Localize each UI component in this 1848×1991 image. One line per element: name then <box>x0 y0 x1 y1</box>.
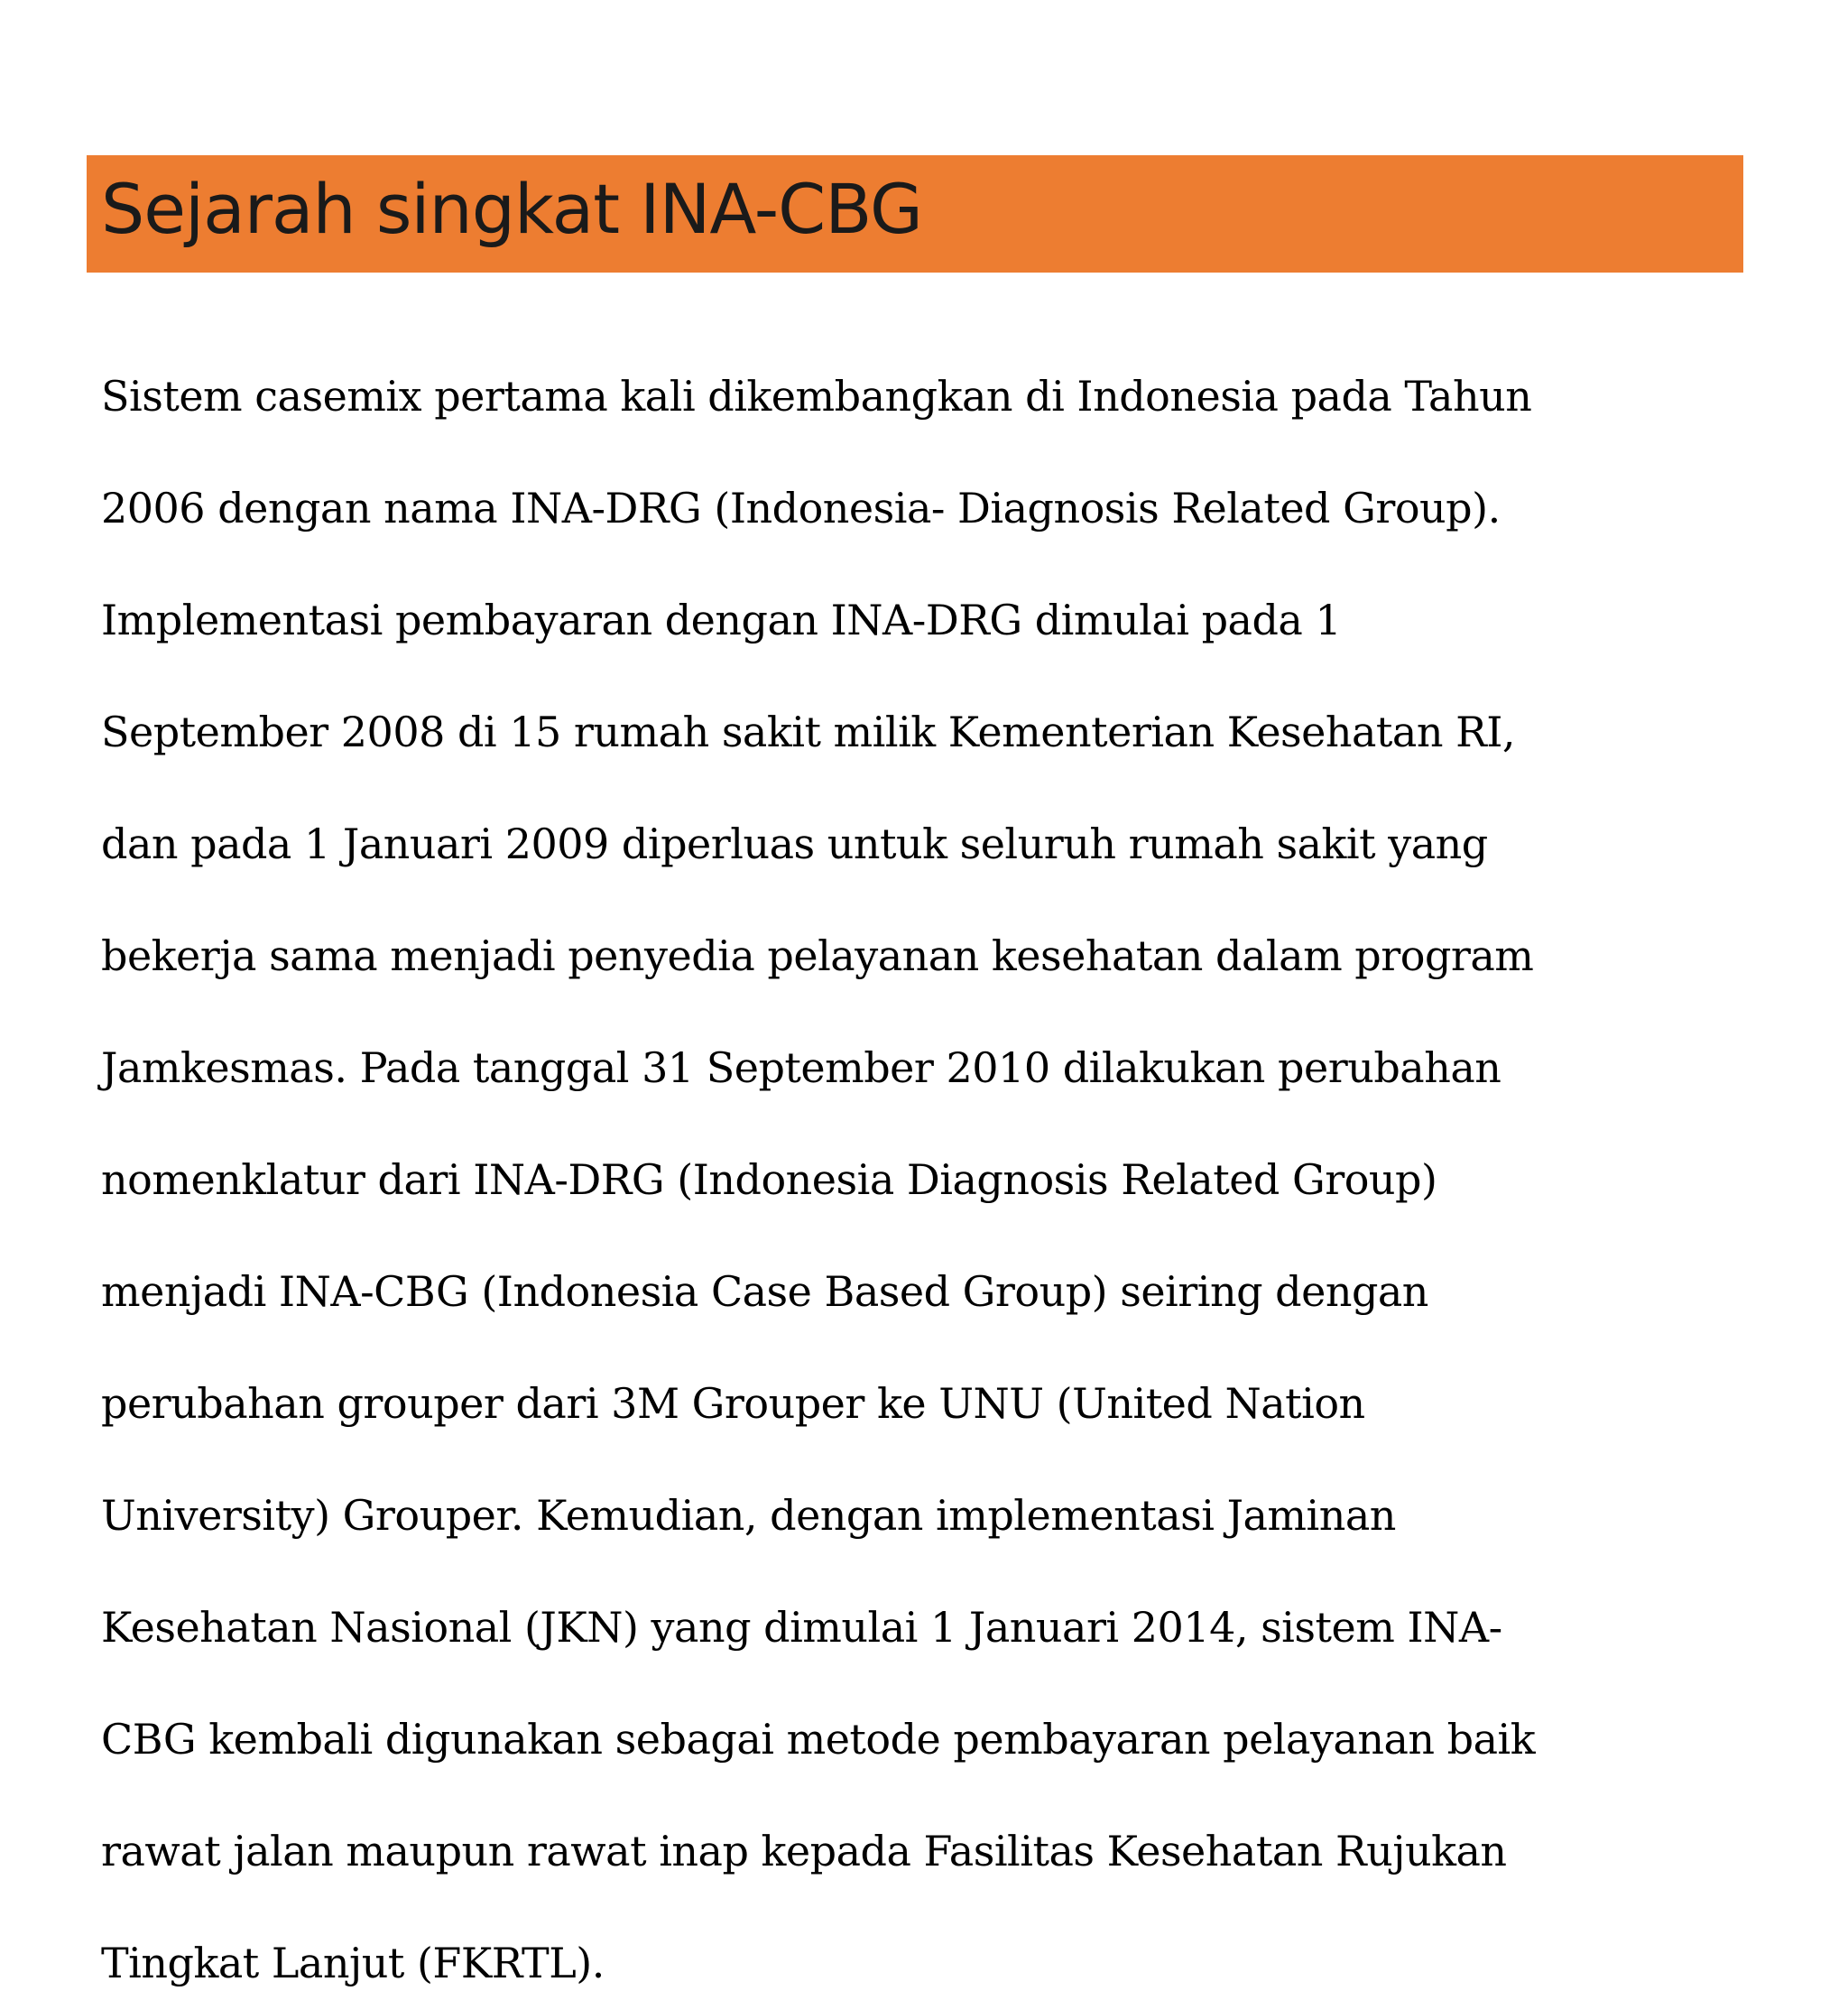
body-line: Kesehatan Nasional (JKN) yang dimulai 1 Januari 2014, sistem INA- <box>101 1603 1502 1652</box>
body-line: University) Grouper. Kemudian, dengan implementasi Jaminan <box>101 1491 1396 1540</box>
body-line: Sistem casemix pertama kali dikembangkan di Indonesia pada Tahun <box>101 372 1532 421</box>
slide-title: Sejarah singkat INA-CBG <box>101 169 922 249</box>
body-line: 2006 dengan nama INA-DRG (Indonesia- Diagnosis Related Group). <box>101 484 1501 532</box>
body-line: dan pada 1 Januari 2009 diperluas untuk seluruh rumah sakit yang <box>101 820 1488 868</box>
body-line: bekerja sama menjadi penyedia pelayanan kesehatan dalam program <box>101 931 1534 980</box>
body-line: Jamkesmas. Pada tanggal 31 September 2010 dilakukan perubahan <box>101 1043 1502 1092</box>
title-bar <box>87 155 1743 273</box>
body-paragraph <box>101 312 1725 1991</box>
body-line: September 2008 di 15 rumah sakit milik Kementerian Kesehatan RI, <box>101 708 1516 756</box>
body-line: Tingkat Lanjut (FKRTL). <box>101 1939 605 1987</box>
body-line: perubahan grouper dari 3M Grouper ke UNU (United Nation <box>101 1379 1365 1428</box>
body-line: Implementasi pembayaran dengan INA-DRG dimulai pada 1 <box>101 596 1342 644</box>
body-line: menjadi INA-CBG (Indonesia Case Based Group) seiring dengan <box>101 1267 1428 1316</box>
body-line: rawat jalan maupun rawat inap kepada Fasilitas Kesehatan Rujukan <box>101 1827 1507 1875</box>
body-line: CBG kembali digunakan sebagai metode pembayaran pelayanan baik <box>101 1715 1536 1764</box>
body-line: nomenklatur dari INA-DRG (Indonesia Diagnosis Related Group) <box>101 1155 1437 1204</box>
